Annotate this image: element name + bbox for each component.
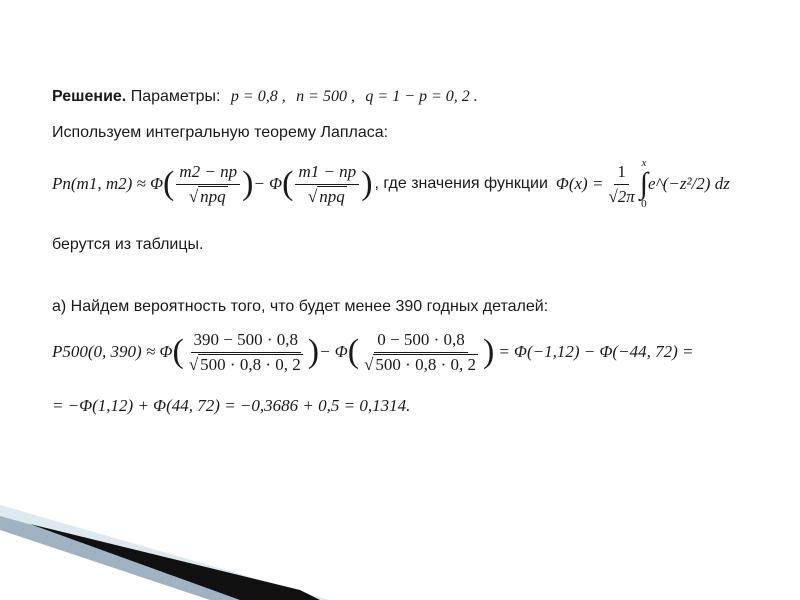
table-note-line: берутся из таблицы. <box>52 236 204 253</box>
right-paren: ) <box>361 165 373 202</box>
formula2-lhs: P500(0, 390) ≈ Φ <box>52 342 173 362</box>
parameters-label: Параметры: <box>130 88 221 105</box>
fraction-m2-denominator: npq <box>200 186 226 206</box>
fraction-m2-numerator: m2 − np <box>176 162 240 185</box>
coefficient-numerator: 1 <box>614 162 629 185</box>
fraction-m1: $\frac{m1 - np}{\text{√ npq}}$ <box>295 162 359 206</box>
left-paren: ( <box>347 333 360 371</box>
formula1-minus-phi: − Φ <box>253 174 283 193</box>
phi-definition: Φ(x) = <box>555 174 604 193</box>
right-paren: ) <box>482 333 495 371</box>
right-paren: ) <box>307 333 320 371</box>
fraction-m1-numerator: m1 − np <box>295 162 359 185</box>
fraction-0-denominator: 500 · 0,8 · 0, 2 <box>375 354 476 374</box>
fraction-m1-denominator: npq <box>319 186 345 206</box>
fraction-390-denominator: 500 · 0,8 · 0, 2 <box>200 354 301 374</box>
right-paren: ) <box>242 165 254 202</box>
integral-lower-limit: 0 <box>641 198 647 210</box>
task-a-line: а) Найдем вероятность того, что будет менее 390 годных деталей: <box>52 298 549 315</box>
fraction-390: $\frac{390 - 500 \cdot 0,8}{√ 500 \cdot 0,8 \cdot 0, 2}$ <box>188 330 301 374</box>
formula1-lhs: Pn(m1, m2) ≈ Φ <box>52 174 164 193</box>
result-line: = −Φ(1,12) + Φ(44, 72) = −0,3686 + 0,5 = 0,1314. <box>52 396 411 415</box>
corner-dark-stripe <box>30 524 320 600</box>
fraction-0-numerator: 0 − 500 · 0,8 <box>374 330 468 353</box>
param-q: q = 1 − p = 0, 2 . <box>365 88 478 105</box>
param-p: p = 0,8 , <box>230 88 286 105</box>
left-paren: ( <box>282 165 294 202</box>
left-paren: ( <box>163 165 175 202</box>
formula2-rhs: = Φ(−1,12) − Φ(−44, 72) = <box>498 342 694 362</box>
formula2-minus-phi: − Φ <box>319 342 348 362</box>
param-n: n = 500 , <box>296 88 355 105</box>
integral-icon: ∫ <box>639 167 649 200</box>
integral-upper-limit: x <box>641 157 647 169</box>
laplace-theorem-line: Используем интегральную теорему Лапласа: <box>52 124 389 141</box>
solution-heading: Решение. <box>52 88 127 105</box>
fraction-m2: $\frac{m2 - np}{\text{√ npq}}$ <box>176 162 240 206</box>
fraction-0: $\frac{0 - 500 \cdot 0,8}{√ 500 \cdot 0,8 \cdot 0, 2}$ <box>364 330 476 374</box>
left-paren: ( <box>172 333 184 371</box>
fraction-390-numerator: 390 − 500 · 0,8 <box>191 330 302 353</box>
integrand: e^(−z²/2) dz <box>648 174 730 193</box>
coefficient-denominator: √2π <box>608 186 635 206</box>
where-text: , где значения функции <box>374 175 548 192</box>
